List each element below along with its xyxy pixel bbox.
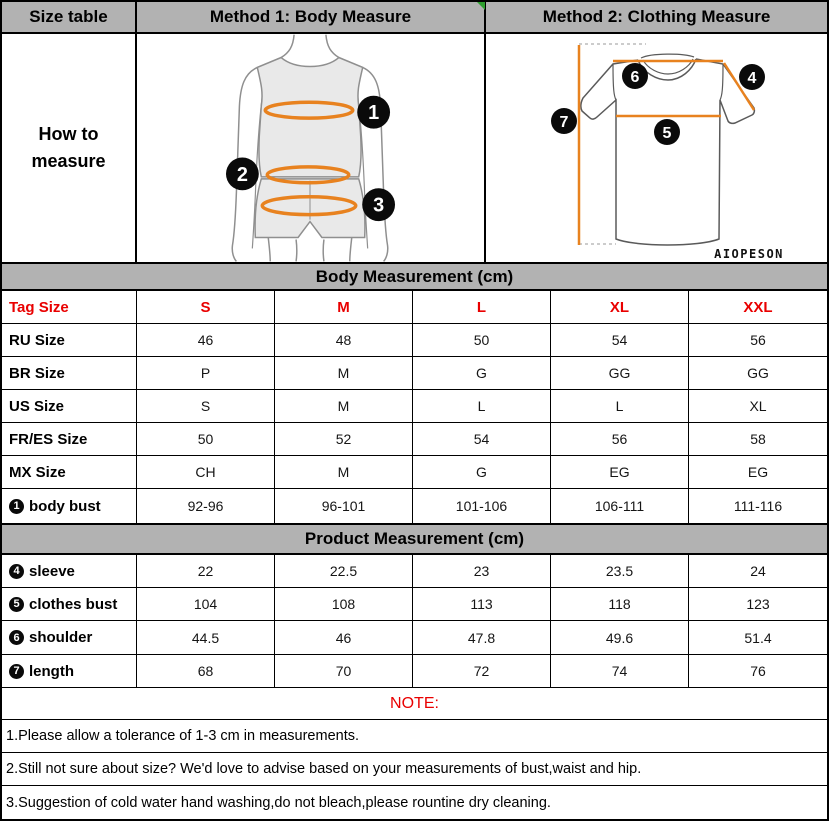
body-measurement-title: Body Measurement (cm) [2,262,827,291]
table-row-clothes-bust [2,588,827,621]
cell-value: S [137,390,275,422]
cell-value: 23.5 [551,555,689,587]
cell-value: L [551,390,689,422]
row-label-shoulder [2,621,137,654]
cell-value: 49.6 [551,621,689,654]
marker-1-badge [357,96,390,129]
tshirt-outline [581,59,754,245]
top-header-row [2,2,827,34]
cell-value: 48 [275,324,413,356]
marker-4-badge-small: 4 [9,564,24,579]
cell-value: 50 [137,423,275,455]
cell-value: M [275,456,413,488]
row-label-us-size: US Size [2,390,137,422]
cell-value: 111-116 [733,498,783,514]
clothing-measure-illustration [486,34,829,262]
svg-text:6: 6 [630,69,640,86]
note-item-1: 1.Please allow a tolerance of 1-3 cm in measurements. [2,720,827,753]
cell-value: G [413,456,551,488]
cell-value: 96-101 [275,489,413,523]
table-row-us-size [2,390,827,423]
marker-2-badge [226,157,259,190]
cell-value: 123 [746,596,770,612]
cell-value: 108 [275,588,413,620]
table-row-length [2,655,827,688]
cell-value: 46 [275,621,413,654]
svg-text:4: 4 [747,70,757,87]
svg-text:3: 3 [373,194,385,217]
tag-size-row [2,291,827,324]
cell-value: 56 [551,423,689,455]
cell-value: 54 [551,324,689,356]
cell-value: 70 [275,655,413,687]
tag-size-m: M [275,291,413,323]
cell-value: GG [747,365,769,381]
green-corner-marker [477,2,485,10]
cell-value: 106-111 [551,489,689,523]
tag-size-xl: XL [551,291,689,323]
row-label-text: shoulder [29,629,93,646]
table-row-sleeve [2,555,827,588]
how-to-measure-line2: measure [31,151,106,171]
cell-value: XL [749,398,767,414]
tag-size-s: S [137,291,275,323]
row-label-text: sleeve [29,562,75,580]
marker-3-badge [362,188,395,221]
cell-value: 54 [413,423,551,455]
cell-value: 51.4 [744,629,772,646]
row-label-br-size: BR Size [2,357,137,389]
cell-value: EG [551,456,689,488]
cell-value: 74 [551,655,689,687]
cell-value: 104 [137,588,275,620]
cell-value: 24 [750,563,766,579]
row-label-sleeve [2,555,137,587]
cell-value: L [413,390,551,422]
cell-value: M [275,390,413,422]
tag-size-xxl: XXL [743,298,773,316]
header-method1-label: Method 1: Body Measure [209,7,412,26]
cell-value: EG [747,464,769,480]
row-label-text: body bust [29,497,101,515]
row-label-text: length [29,662,74,680]
cell-value: P [137,357,275,389]
table-row-shoulder [2,621,827,655]
table-row-mx-size [2,456,827,489]
svg-text:5: 5 [662,125,672,142]
row-label-tag-size: Tag Size [2,291,137,323]
shirt-illustration-cell [486,34,829,262]
cell-value: 72 [413,655,551,687]
marker-6-badge [622,63,648,89]
brand-text: AIOPESON [714,247,784,261]
marker-5-badge-small: 5 [9,597,24,612]
tag-size-l: L [413,291,551,323]
note-title: NOTE: [2,688,827,720]
cell-value: CH [137,456,275,488]
table-row-br-size [2,357,827,390]
svg-text:2: 2 [236,163,248,186]
marker-4-badge [739,64,765,90]
cell-value: 23 [413,555,551,587]
cell-value: 46 [137,324,275,356]
cell-value: 50 [413,324,551,356]
cell-value: 76 [750,663,766,679]
cell-value: 22 [137,555,275,587]
marker-7-badge [551,108,577,134]
cell-value: 68 [137,655,275,687]
note-item-2: 2.Still not sure about size? We'd love to advise based on your measurements of bust,waist and hip. [2,753,827,786]
cell-value: M [275,357,413,389]
row-label-body-bust [2,489,137,523]
cell-value: 92-96 [137,489,275,523]
row-label-clothes-bust [2,588,137,620]
note-item-3: 3.Suggestion of cold water hand washing,do not bleach,please rountine dry cleaning. [6,794,551,811]
cell-value: 113 [413,588,551,620]
row-label-fres-size: FR/ES Size [2,423,137,455]
cell-value: 56 [750,332,766,348]
cell-value: GG [551,357,689,389]
body-illustration-cell [137,34,486,262]
cell-value: 118 [551,588,689,620]
cell-value: 52 [275,423,413,455]
marker-1-badge-small: 1 [9,499,24,514]
cell-value: 101-106 [413,489,551,523]
product-measurement-title: Product Measurement (cm) [2,523,827,555]
svg-text:7: 7 [559,114,569,131]
header-size-table: Size table [2,2,137,32]
marker-7-badge-small: 7 [9,664,24,679]
table-row-body-bust [2,489,827,523]
marker-6-badge-small: 6 [9,630,24,645]
how-to-measure-line1: How to [38,124,99,144]
row-label-length [2,655,137,687]
cell-value: 58 [750,431,766,447]
row-label-mx-size: MX Size [2,456,137,488]
row-label-text: clothes bust [29,595,118,613]
cell-value: 22.5 [275,555,413,587]
marker-5-badge [654,119,680,145]
header-method1 [137,2,486,32]
illustration-row [2,34,827,262]
svg-text:1: 1 [368,102,380,125]
table-row-fres-size [2,423,827,456]
header-method2: Method 2: Clothing Measure [542,7,771,26]
table-row-ru-size [2,324,827,357]
how-to-measure-cell [2,34,137,262]
cell-value: 44.5 [137,621,275,654]
cell-value: 47.8 [413,621,551,654]
row-label-ru-size: RU Size [2,324,137,356]
cell-value: G [413,357,551,389]
body-measure-illustration [137,34,484,262]
